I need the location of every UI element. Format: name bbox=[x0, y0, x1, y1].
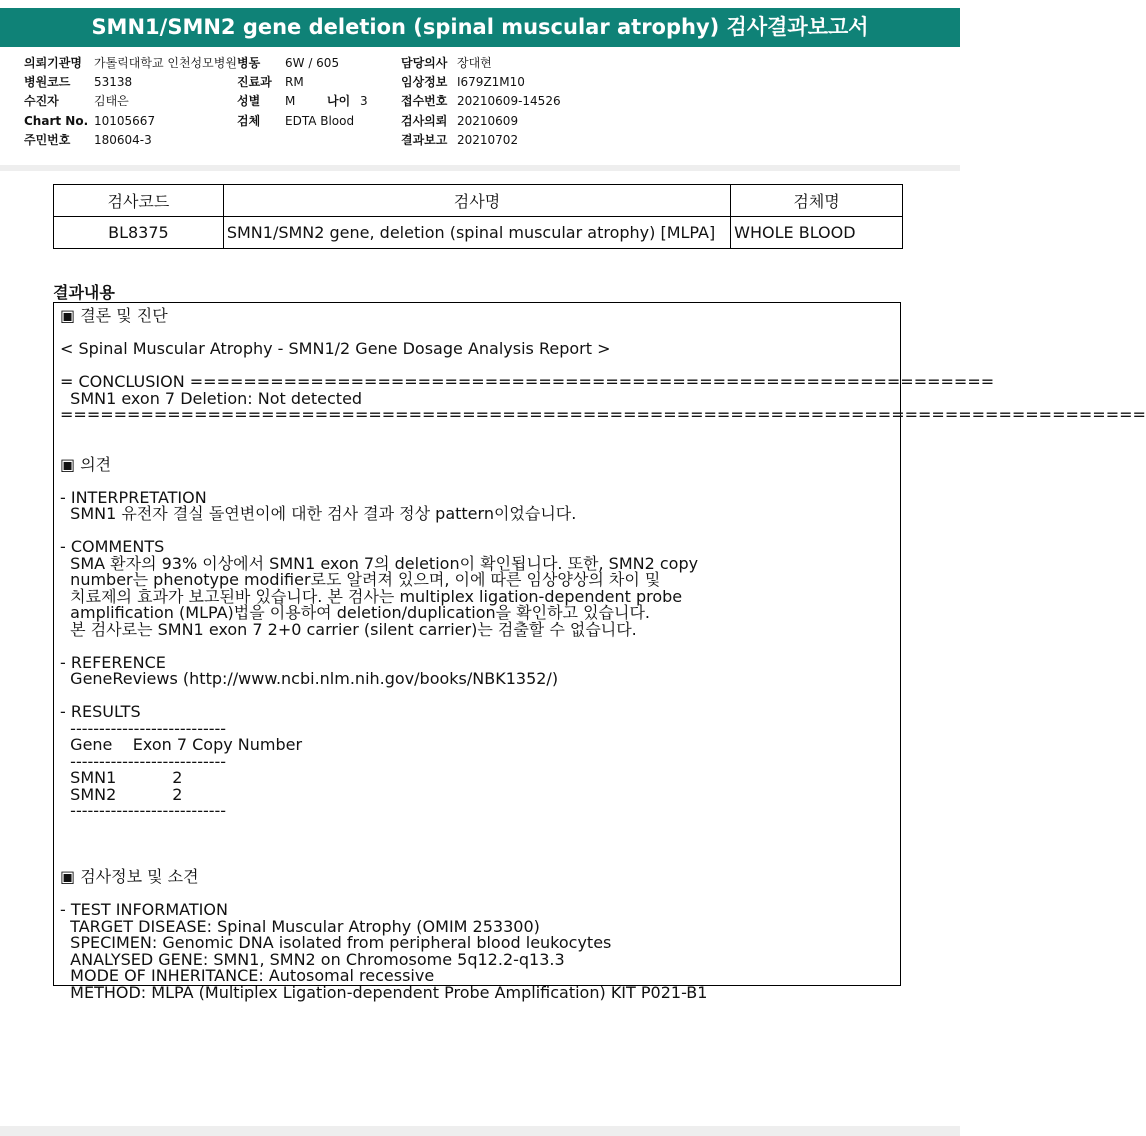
header-value: 6W / 605 bbox=[285, 56, 340, 70]
header-field bbox=[24, 56, 237, 71]
header-label: 의뢰기관명 bbox=[24, 56, 82, 70]
specimen-cell: WHOLE BLOOD bbox=[731, 217, 903, 249]
result-line: ▣ 검사정보 및 소견 bbox=[60, 867, 199, 886]
result-line: - TEST INFORMATION bbox=[60, 900, 228, 919]
result-line: 치료제의 효과가 보고된바 있습니다. 본 검사는 multiplex ligation-dependent probe bbox=[60, 586, 683, 606]
header-field bbox=[24, 114, 155, 129]
header-field bbox=[401, 133, 518, 148]
result-line: --------------------------- bbox=[60, 718, 227, 738]
result-line: SMN1 2 bbox=[60, 768, 183, 787]
header-label: 병원코드 bbox=[24, 75, 71, 89]
result-line: SMN1 exon 7 Deletion: Not detected bbox=[60, 388, 363, 408]
header-value: EDTA Blood bbox=[285, 114, 355, 128]
age-value: 3 bbox=[360, 94, 368, 108]
result-line: < Spinal Muscular Atrophy - SMN1/2 Gene Dosage Analysis Report > bbox=[60, 339, 611, 358]
result-line: --------------------------- bbox=[60, 751, 227, 771]
header-label: 검사의뢰 bbox=[401, 114, 448, 128]
header-label: 수진자 bbox=[24, 94, 59, 108]
result-line: TARGET DISEASE: Spinal Muscular Atrophy (OMIM 253300) bbox=[60, 916, 540, 936]
table-header-cell: 검사명 bbox=[223, 185, 730, 217]
test-code-cell: BL8375 bbox=[54, 217, 224, 249]
header-label: 성별 bbox=[237, 94, 261, 108]
header-label: 진료과 bbox=[237, 75, 272, 89]
header-label: 접수번호 bbox=[401, 94, 448, 108]
table-header-cell: 검체명 bbox=[731, 185, 903, 217]
header-value: 20210702 bbox=[457, 133, 519, 147]
header-value: 장대현 bbox=[457, 56, 492, 70]
result-line: - REFERENCE bbox=[60, 652, 166, 672]
result-line: - INTERPRETATION bbox=[60, 487, 207, 507]
header-field bbox=[401, 56, 492, 71]
result-line: METHOD: MLPA (Multiplex Ligation-dependent Probe Amplification) KIT P021-B1 bbox=[60, 982, 708, 1002]
header-value: M bbox=[285, 94, 296, 108]
result-line: = CONCLUSION ============================================================ bbox=[60, 372, 995, 391]
header-field bbox=[237, 114, 354, 129]
header-value: 가톨릭대학교 인천성모병원 bbox=[94, 56, 237, 70]
header-field bbox=[24, 75, 132, 90]
header-label: 임상정보 bbox=[401, 75, 448, 89]
header-label: Chart No. bbox=[24, 114, 89, 128]
header-field bbox=[237, 94, 368, 109]
report-title: SMN1/SMN2 gene deletion (spinal muscular atrophy) 검사결과보고서 bbox=[0, 8, 960, 47]
result-line: ================================================================================= bbox=[60, 405, 1146, 424]
header-value: RM bbox=[285, 75, 304, 89]
result-line: Gene Exon 7 Copy Number bbox=[60, 735, 303, 754]
header-value: 53138 bbox=[94, 75, 133, 89]
patient-header bbox=[0, 47, 960, 166]
header-value: 김태은 bbox=[94, 94, 129, 108]
result-line: SMN1 유전자 결실 돌연변이에 대한 검사 결과 정상 pattern이었습니다. bbox=[60, 504, 577, 523]
bottom-band bbox=[0, 1126, 960, 1136]
header-label: 주민번호 bbox=[24, 133, 71, 147]
result-line: amplification (MLPA)법을 이용하여 deletion/duplication을 확인하고 있습니다. bbox=[60, 603, 650, 622]
result-line: 본 검사로는 SMN1 exon 7 2+0 carrier (silent carrier)는 검출할 수 없습니다. bbox=[60, 619, 637, 639]
result-line: SMN2 2 bbox=[60, 784, 183, 804]
result-line: - COMMENTS bbox=[60, 537, 165, 556]
result-line: ▣ 결론 및 진단 bbox=[60, 306, 168, 325]
header-value: I679Z1M10 bbox=[457, 75, 525, 89]
result-section-title: 결과내용 bbox=[53, 283, 115, 302]
result-line: GeneReviews (http://www.ncbi.nlm.nih.gov/books/NBK1352/) bbox=[60, 669, 559, 688]
header-label: 검체 bbox=[237, 114, 261, 128]
header-value: 20210609-14526 bbox=[457, 94, 561, 108]
result-line: ANALYSED GENE: SMN1, SMN2 on Chromosome 5q12.2-q13.3 bbox=[60, 949, 565, 969]
result-content-box bbox=[53, 302, 1146, 1002]
table-header-cell: 검사코드 bbox=[54, 185, 224, 217]
test-info-table bbox=[53, 184, 903, 249]
result-line: --------------------------- bbox=[60, 801, 227, 820]
result-line: - RESULTS bbox=[60, 702, 141, 721]
table-header-row bbox=[54, 185, 903, 217]
result-line: SPECIMEN: Genomic DNA isolated from peripheral blood leukocytes bbox=[60, 933, 612, 952]
result-line: SMA 환자의 93% 이상에서 SMN1 exon 7의 deletion이 확인됩니다. 또한, SMN2 copy bbox=[60, 553, 699, 573]
header-field bbox=[401, 114, 518, 129]
result-line: number는 phenotype modifier로도 알려져 있으며, 이에 따른 임상양상의 차이 및 bbox=[60, 570, 661, 589]
result-line: ▣ 의견 bbox=[60, 454, 112, 474]
header-label: 결과보고 bbox=[401, 133, 448, 147]
age-label: 나이 bbox=[327, 94, 351, 108]
header-field bbox=[24, 94, 129, 109]
header-label: 담당의사 bbox=[401, 56, 448, 70]
header-field bbox=[401, 94, 561, 109]
header-field bbox=[24, 133, 152, 148]
result-line: MODE OF INHERITANCE: Autosomal recessive bbox=[60, 966, 435, 985]
header-field bbox=[237, 56, 339, 71]
header-value: 20210609 bbox=[457, 114, 519, 128]
separator-band bbox=[0, 165, 960, 171]
header-value: 180604-3 bbox=[94, 133, 152, 147]
header-field bbox=[401, 75, 525, 90]
header-value: 10105667 bbox=[94, 114, 156, 128]
header-label: 병동 bbox=[237, 56, 261, 70]
header-field bbox=[237, 75, 304, 90]
table-row bbox=[54, 217, 903, 249]
test-name-cell: SMN1/SMN2 gene, deletion (spinal muscular atrophy) [MLPA] bbox=[223, 217, 730, 249]
